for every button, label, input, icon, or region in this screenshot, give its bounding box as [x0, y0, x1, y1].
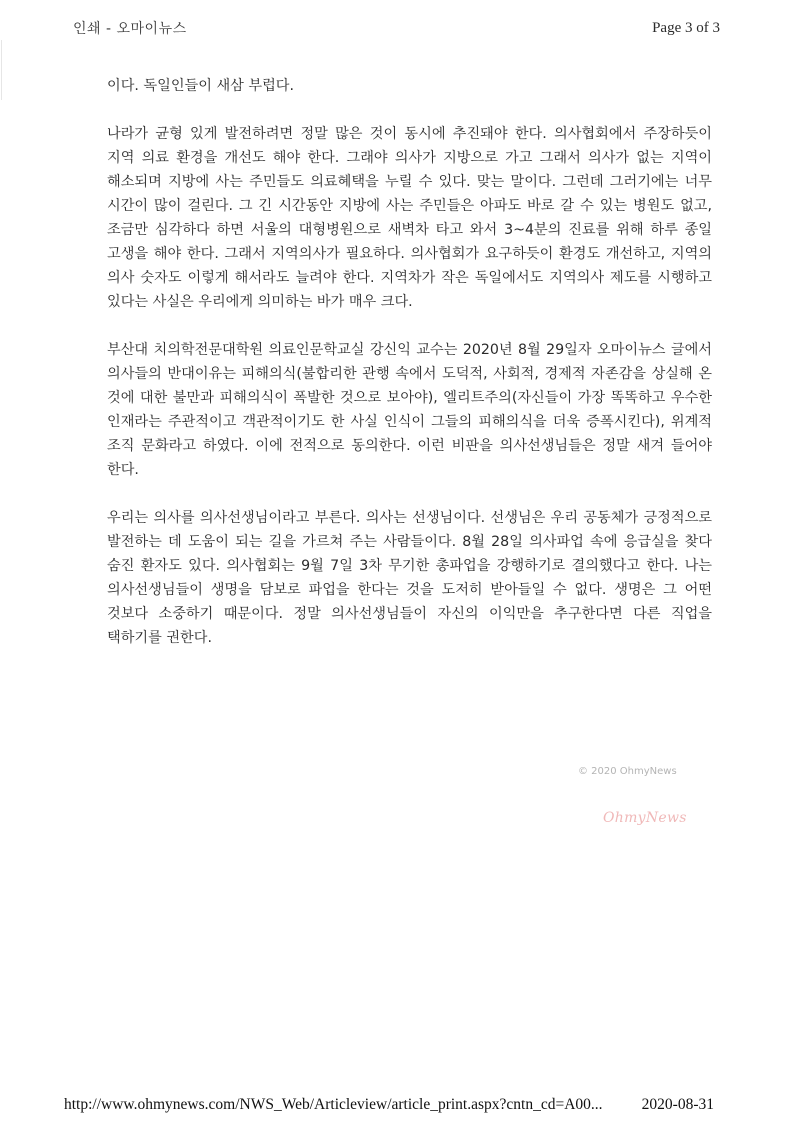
- page-header-title: 인쇄 - 오마이뉴스: [73, 21, 187, 37]
- article-paragraph-4: 우리는 의사를 의사선생님이라고 부른다. 의사는 선생님이다. 선생님은 우리 공동체가 긍정적으로 발전하는 데 도움이 되는 길을 가르쳐 주는 사람들이다. 8월 28일 의사파업 속에 응급실을 찾다 숨진 환자도 있다. 의사협회는 9월 7일 3차 무기한 총파업을 강행하기로 결의했다고 한다. 나는 의사선생님들이 생명을 담보로 파업을 한다는 것을 도저히 받아들일 수 없다. 생명은 그 어떤 것보다 소중하기 때문이다. 정말 의사선생님들이 자신의 이익만을 추구한다면 다른 직업을 택하기를 권한다.: [107, 510, 712, 646]
- article-body: [107, 74, 712, 650]
- article-paragraph-3: 부산대 치의학전문대학원 의료인문학교실 강신익 교수는 2020년 8월 29일자 오마이뉴스 글에서 의사들의 반대이유는 피해의식(불합리한 관행 속에서 도덕적, 사회적, 경제적 자존감을 상실해 온 것에 대한 불만과 피해의식이 폭발한 것으로 보아야), 엘리트주의(자신들이 가장 똑똑하고 우수한 인재라는 주관적이고 객관적이기도 한 사실 인식이 그들의 피해의식을 더욱 증폭시킨다), 위계적 조직 문화라고 하였다. 이에 전적으로 동의한다. 이런 비판을 의사선생님들은 정말 새겨 들어야 한다.: [107, 342, 712, 478]
- footer-date: 2020-08-31: [641, 1096, 714, 1113]
- page-number: Page 3 of 3: [652, 20, 720, 36]
- footer-url: http://www.ohmynews.com/NWS_Web/Articleview/article_print.aspx?cntn_cd=A00...: [64, 1096, 603, 1113]
- ohmynews-logo: OhmyNews: [603, 810, 687, 826]
- copyright-notice: © 2020 OhmyNews: [578, 766, 677, 777]
- article-paragraph-2: 나라가 균형 있게 발전하려면 정말 많은 것이 동시에 추진돼야 한다. 의사협회에서 주장하듯이 지역 의료 환경을 개선도 해야 한다. 그래야 의사가 지방으로 가고 그래서 의사가 없는 지역이 해소되며 지방에 사는 주민들도 의료혜택을 누릴 수 있다. 맞는 말이다. 그런데 그러기에는 너무 시간이 많이 걸린다. 그 긴 시간동안 지방에 사는 주민들은 아파도 바로 갈 수 있는 병원도 없고, 조금만 심각하다 하면 서울의 대형병원으로 새벽차 타고 와서 3~4분의 진료를 위해 하루 종일 고생을 해야 한다. 그래서 지역의사가 필요하다. 의사협회가 요구하듯이 환경도 개선하고, 지역의 의사 숫자도 이렇게 해서라도 늘려야 한다. 지역차가 작은 독일에서도 지역의사 제도를 시행하고 있다는 사실은 우리에게 의미하는 바가 매우 크다.: [107, 126, 712, 310]
- scan-edge-mark: [1, 40, 2, 100]
- article-paragraph-1: 이다. 독일인들이 새삼 부럽다.: [107, 78, 295, 94]
